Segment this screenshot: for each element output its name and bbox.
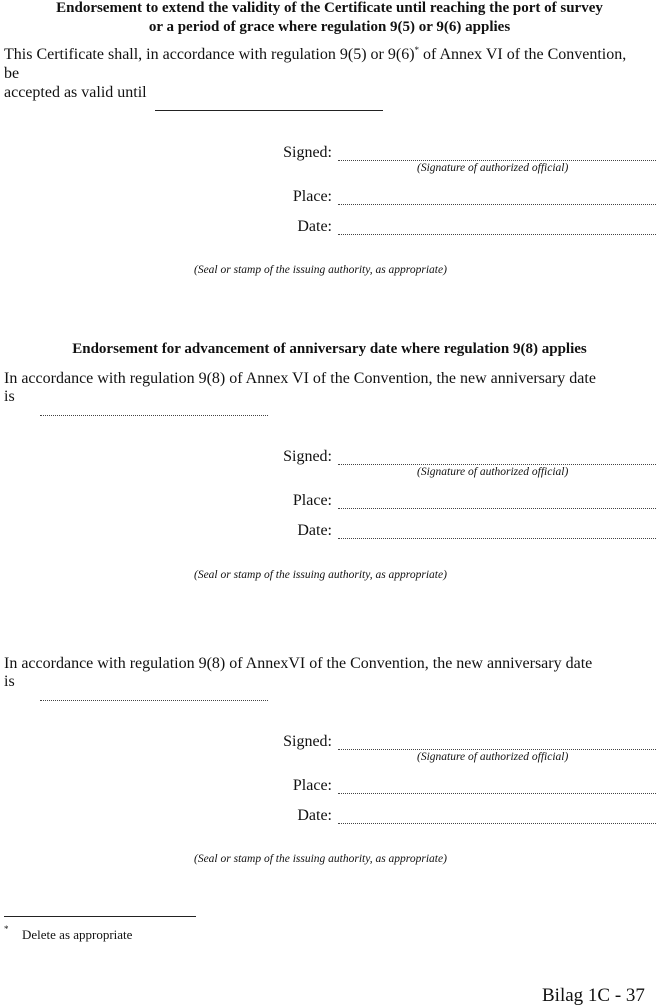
signature-caption: (Signature of authorized official)	[417, 466, 569, 478]
place-line[interactable]	[338, 508, 656, 509]
seal-caption: (Seal or stamp of the issuing authority, as appropriate)	[194, 853, 447, 865]
section2-text-line1: In accordance with regulation 9(8) of Annex VI of the Convention, the new anniversary date	[4, 370, 596, 387]
page-number: Bilag 1C - 37	[542, 985, 645, 1006]
date-label: Date:	[297, 807, 332, 824]
signed-line[interactable]	[338, 749, 656, 750]
place-line[interactable]	[338, 793, 656, 794]
place-line[interactable]	[338, 204, 656, 205]
signed-line[interactable]	[338, 160, 656, 161]
section2-heading: Endorsement for advancement of anniversary date where regulation 9(8) applies	[72, 341, 587, 357]
date-line[interactable]	[338, 823, 656, 824]
footnote-text: Delete as appropriate	[22, 927, 133, 942]
section1-heading-line1: Endorsement to extend the validity of the Certificate until reaching the port of survey	[56, 0, 603, 16]
section1-heading-line2: or a period of grace where regulation 9(5) or 9(6) applies	[148, 19, 511, 35]
date-label: Date:	[297, 522, 332, 539]
section1-text-part2: of Annex VI of the Convention,	[419, 46, 627, 63]
section2-text-line2: is	[4, 388, 15, 405]
footnote-separator	[4, 916, 196, 917]
signature-caption: (Signature of authorized official)	[417, 751, 569, 763]
section1-text-line3: accepted as valid until	[4, 84, 147, 101]
anniversary-date-line[interactable]	[40, 415, 268, 416]
section3-text-line2: is	[4, 673, 15, 690]
section1-text-line2: be	[4, 65, 20, 82]
place-label: Place:	[292, 188, 332, 205]
date-line[interactable]	[338, 234, 656, 235]
footnote-marker: *	[4, 924, 9, 934]
signed-label: Signed:	[283, 144, 332, 161]
section1-text-part1: This Certificate shall, in accordance with regulation 9(5) or 9(6)	[4, 46, 415, 63]
anniversary-date-line[interactable]	[40, 700, 268, 701]
seal-caption: (Seal or stamp of the issuing authority, as appropriate)	[194, 264, 447, 276]
signature-caption: (Signature of authorized official)	[417, 162, 569, 174]
section1-text-line1	[4, 46, 626, 64]
place-label: Place:	[292, 492, 332, 509]
footnote-reference-marker: *	[414, 45, 420, 55]
place-label: Place:	[292, 777, 332, 794]
date-line[interactable]	[338, 538, 656, 539]
signed-line[interactable]	[338, 464, 656, 465]
signed-label: Signed:	[283, 448, 332, 465]
signed-label: Signed:	[283, 733, 332, 750]
seal-caption: (Seal or stamp of the issuing authority, as appropriate)	[194, 569, 447, 581]
date-label: Date:	[297, 218, 332, 235]
section3-text-line1: In accordance with regulation 9(8) of AnnexVI of the Convention, the new anniversary date	[4, 655, 593, 672]
valid-until-line[interactable]	[155, 110, 383, 111]
